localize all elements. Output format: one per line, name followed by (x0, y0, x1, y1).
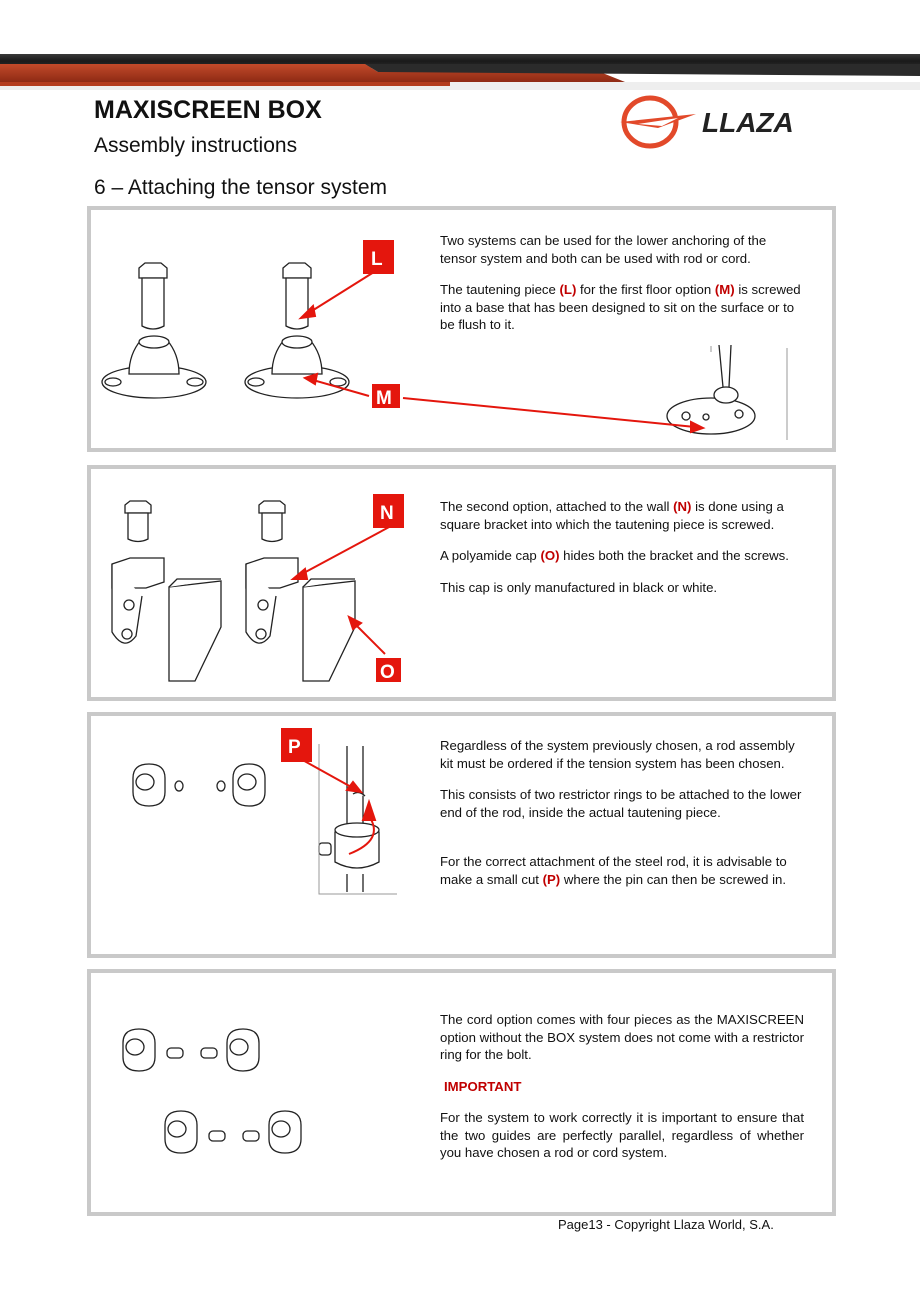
callout-label-p (281, 728, 312, 762)
callout-label-l (363, 240, 394, 274)
panel-2-text (440, 498, 812, 610)
document-title: MAXISCREEN BOX (94, 96, 322, 124)
panel-wall-anchoring (87, 465, 836, 701)
panel-1-paragraph-1: Two systems can be used for the lower anchoring of the tensor system and both can be used with rod or cord. (440, 233, 767, 266)
document-subtitle: Assembly instructions (94, 134, 298, 157)
label-l-text: L (371, 249, 383, 270)
panel-2-paragraph-1: The second option, attached to the wall (N) is done using a square bracket into which the tautening piece is screwed. (440, 499, 784, 532)
panel-1-text (440, 232, 805, 348)
panel-2-paragraph-2: A polyamide cap (O) hides both the bracket and the screws. (440, 548, 789, 563)
panel-2-paragraph-3: This cap is only manufactured in black or white. (440, 579, 718, 595)
label-p-text: P (288, 737, 301, 758)
llaza-logo (618, 94, 833, 150)
callout-label-m (372, 384, 400, 409)
panel-3-paragraph-3: For the correct attachment of the steel rod, it is advisable to make a small cut (P) where the pin can then be screwed in. (440, 854, 787, 887)
panel-4-paragraph-2: For the system to work correctly it is important to ensure that the two guides are perfectly parallel, regardless of whether you have chosen a rod or cord system. (440, 1110, 804, 1160)
page-footer: Page13 - Copyright Llaza World, S.A. (558, 1217, 774, 1232)
panel-4-important-heading: IMPORTANT (444, 1078, 522, 1094)
panel-4-paragraph-1: The cord option comes with four pieces as the MAXISCREEN option without the BOX system does not come with a restrictor ring for the bolt. (440, 1012, 804, 1062)
brand-name: LLAZA (702, 107, 794, 138)
panel-cord-option (87, 969, 836, 1216)
panel-1-paragraph-2: The tautening piece (L) for the first floor option (M) is screwed into a base that has been designed to sit on the surface or to be flush to it. (440, 282, 801, 332)
label-o-text: O (380, 662, 395, 683)
section-title: 6 – Attaching the tensor system (94, 176, 387, 199)
callout-label-n (373, 494, 404, 528)
panel-4-text (440, 1011, 804, 1176)
panel-3-text (440, 737, 805, 902)
header-banner (0, 54, 920, 90)
panel-3-paragraph-1: Regardless of the system previously chosen, a rod assembly kit must be ordered if the tension system has been chosen. (440, 738, 795, 771)
callout-label-o (376, 658, 401, 683)
label-m-text: M (376, 388, 392, 409)
panel-3-paragraph-2: This consists of two restrictor rings to be attached to the lower end of the rod, inside the actual tautening piece. (440, 787, 802, 820)
label-n-text: N (380, 503, 394, 524)
panel-rod-kit (87, 712, 836, 958)
panel-floor-anchoring (87, 206, 836, 452)
